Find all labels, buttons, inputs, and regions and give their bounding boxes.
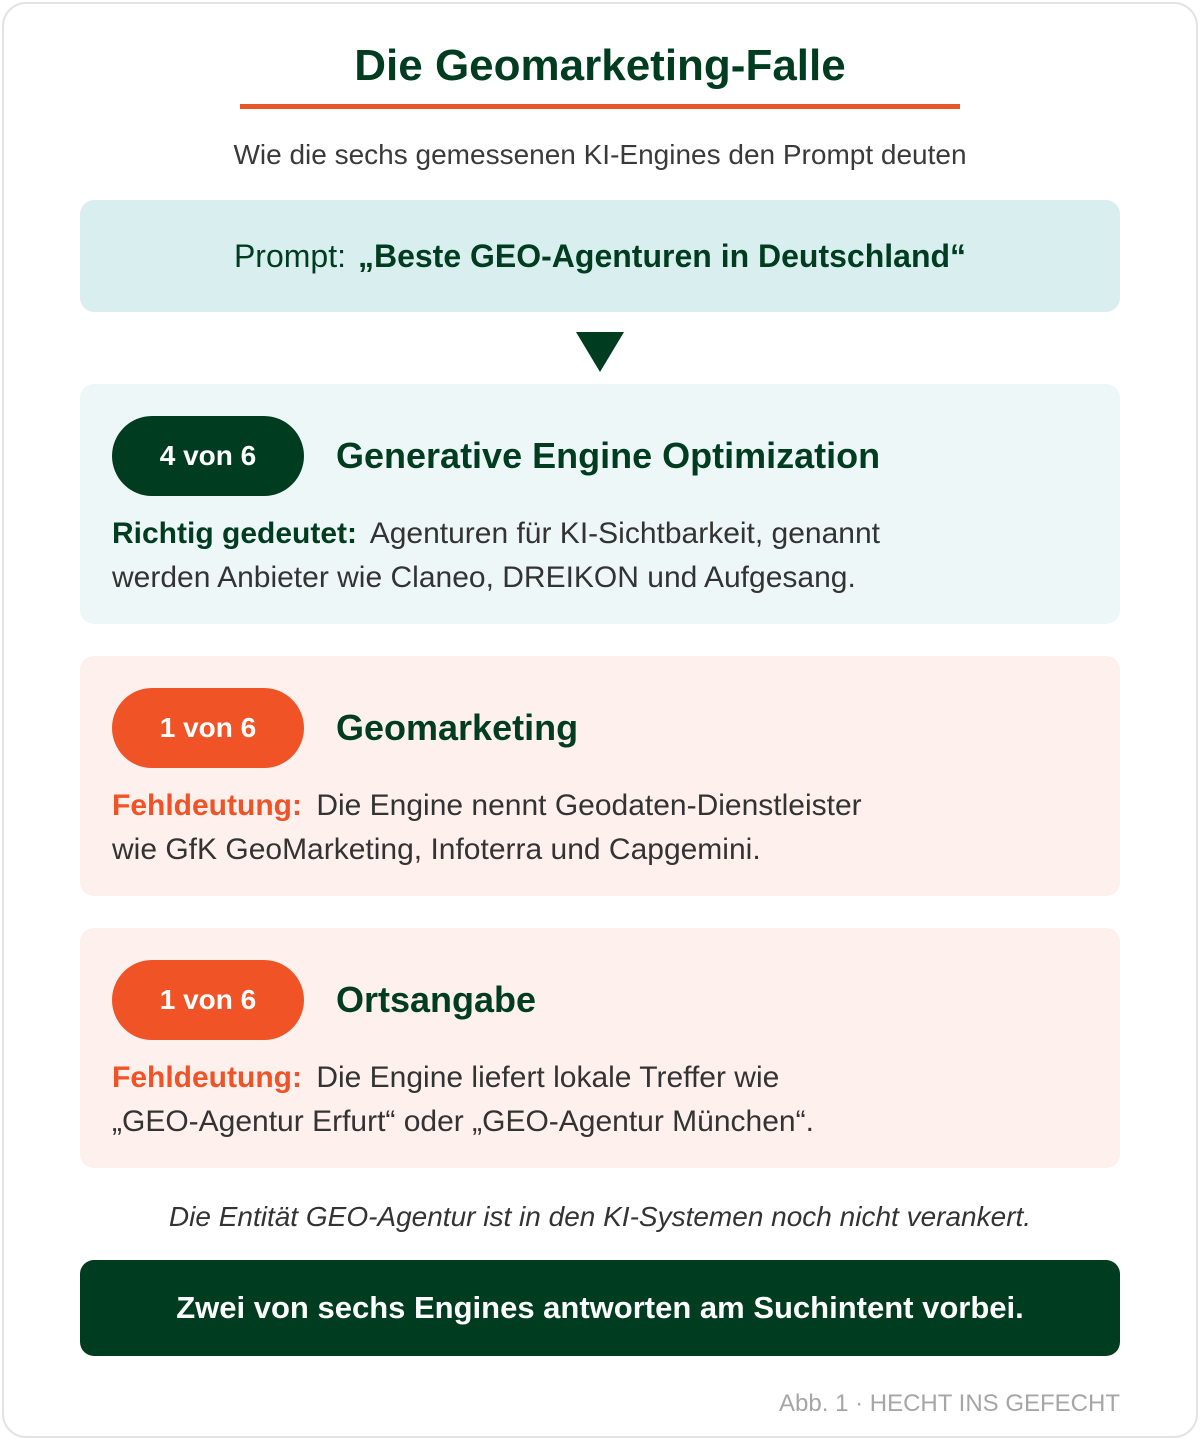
card-lead: Fehldeutung: [112, 789, 302, 822]
card-ortsangabe [80, 928, 1120, 1168]
title-underline [240, 104, 960, 109]
summary-banner: Zwei von sechs Engines antworten am Suchintent vorbei. [80, 1260, 1120, 1356]
entity-note: Die Entität GEO-Agentur ist in den KI-Systemen noch nicht verankert. [168, 1201, 1032, 1232]
prompt-text: „Beste GEO-Agenturen in Deutschland“ [357, 237, 967, 274]
card-heading: Generative Engine Optimization [336, 435, 881, 476]
count-badge: 1 von 6 [112, 960, 304, 1040]
card-description [112, 1056, 972, 1144]
card-text-line-2: „GEO-Agentur Erfurt“ oder „GEO-Agentur München“. [112, 1105, 814, 1138]
card-text-line-1: Die Engine nennt Geodaten-Dienstleister [316, 789, 862, 822]
card-lead: Fehldeutung: [112, 1061, 302, 1094]
figure-title: Die Geomarketing-Falle [354, 41, 846, 90]
card-geomarketing [80, 656, 1120, 896]
card-text-line-2: werden Anbieter wie Claneo, DREIKON und Aufgesang. [112, 561, 856, 594]
figure-caption: Abb. 1 · HECHT INS GEFECHT [779, 1390, 1120, 1417]
card-text-line-1: Agenturen für KI-Sichtbarkeit, genannt [369, 517, 880, 550]
card-heading: Ortsangabe [336, 979, 537, 1020]
arrow-down-icon [576, 332, 624, 372]
card-description [112, 784, 972, 872]
card-lead: Richtig gedeutet: [112, 517, 357, 550]
card-description [112, 512, 972, 600]
count-badge: 4 von 6 [112, 416, 304, 496]
figure-subtitle: Wie die sechs gemessenen KI-Engines den Prompt deuten [233, 139, 967, 170]
card-text-line-2: wie GfK GeoMarketing, Infoterra und Capgemini. [112, 833, 761, 866]
prompt-label: Prompt: [233, 237, 346, 274]
count-badge: 1 von 6 [112, 688, 304, 768]
card-text-line-1: Die Engine liefert lokale Treffer wie [316, 1061, 780, 1094]
card-geo-correct [80, 384, 1120, 624]
card-heading: Geomarketing [336, 707, 579, 748]
prompt-box [80, 200, 1120, 312]
